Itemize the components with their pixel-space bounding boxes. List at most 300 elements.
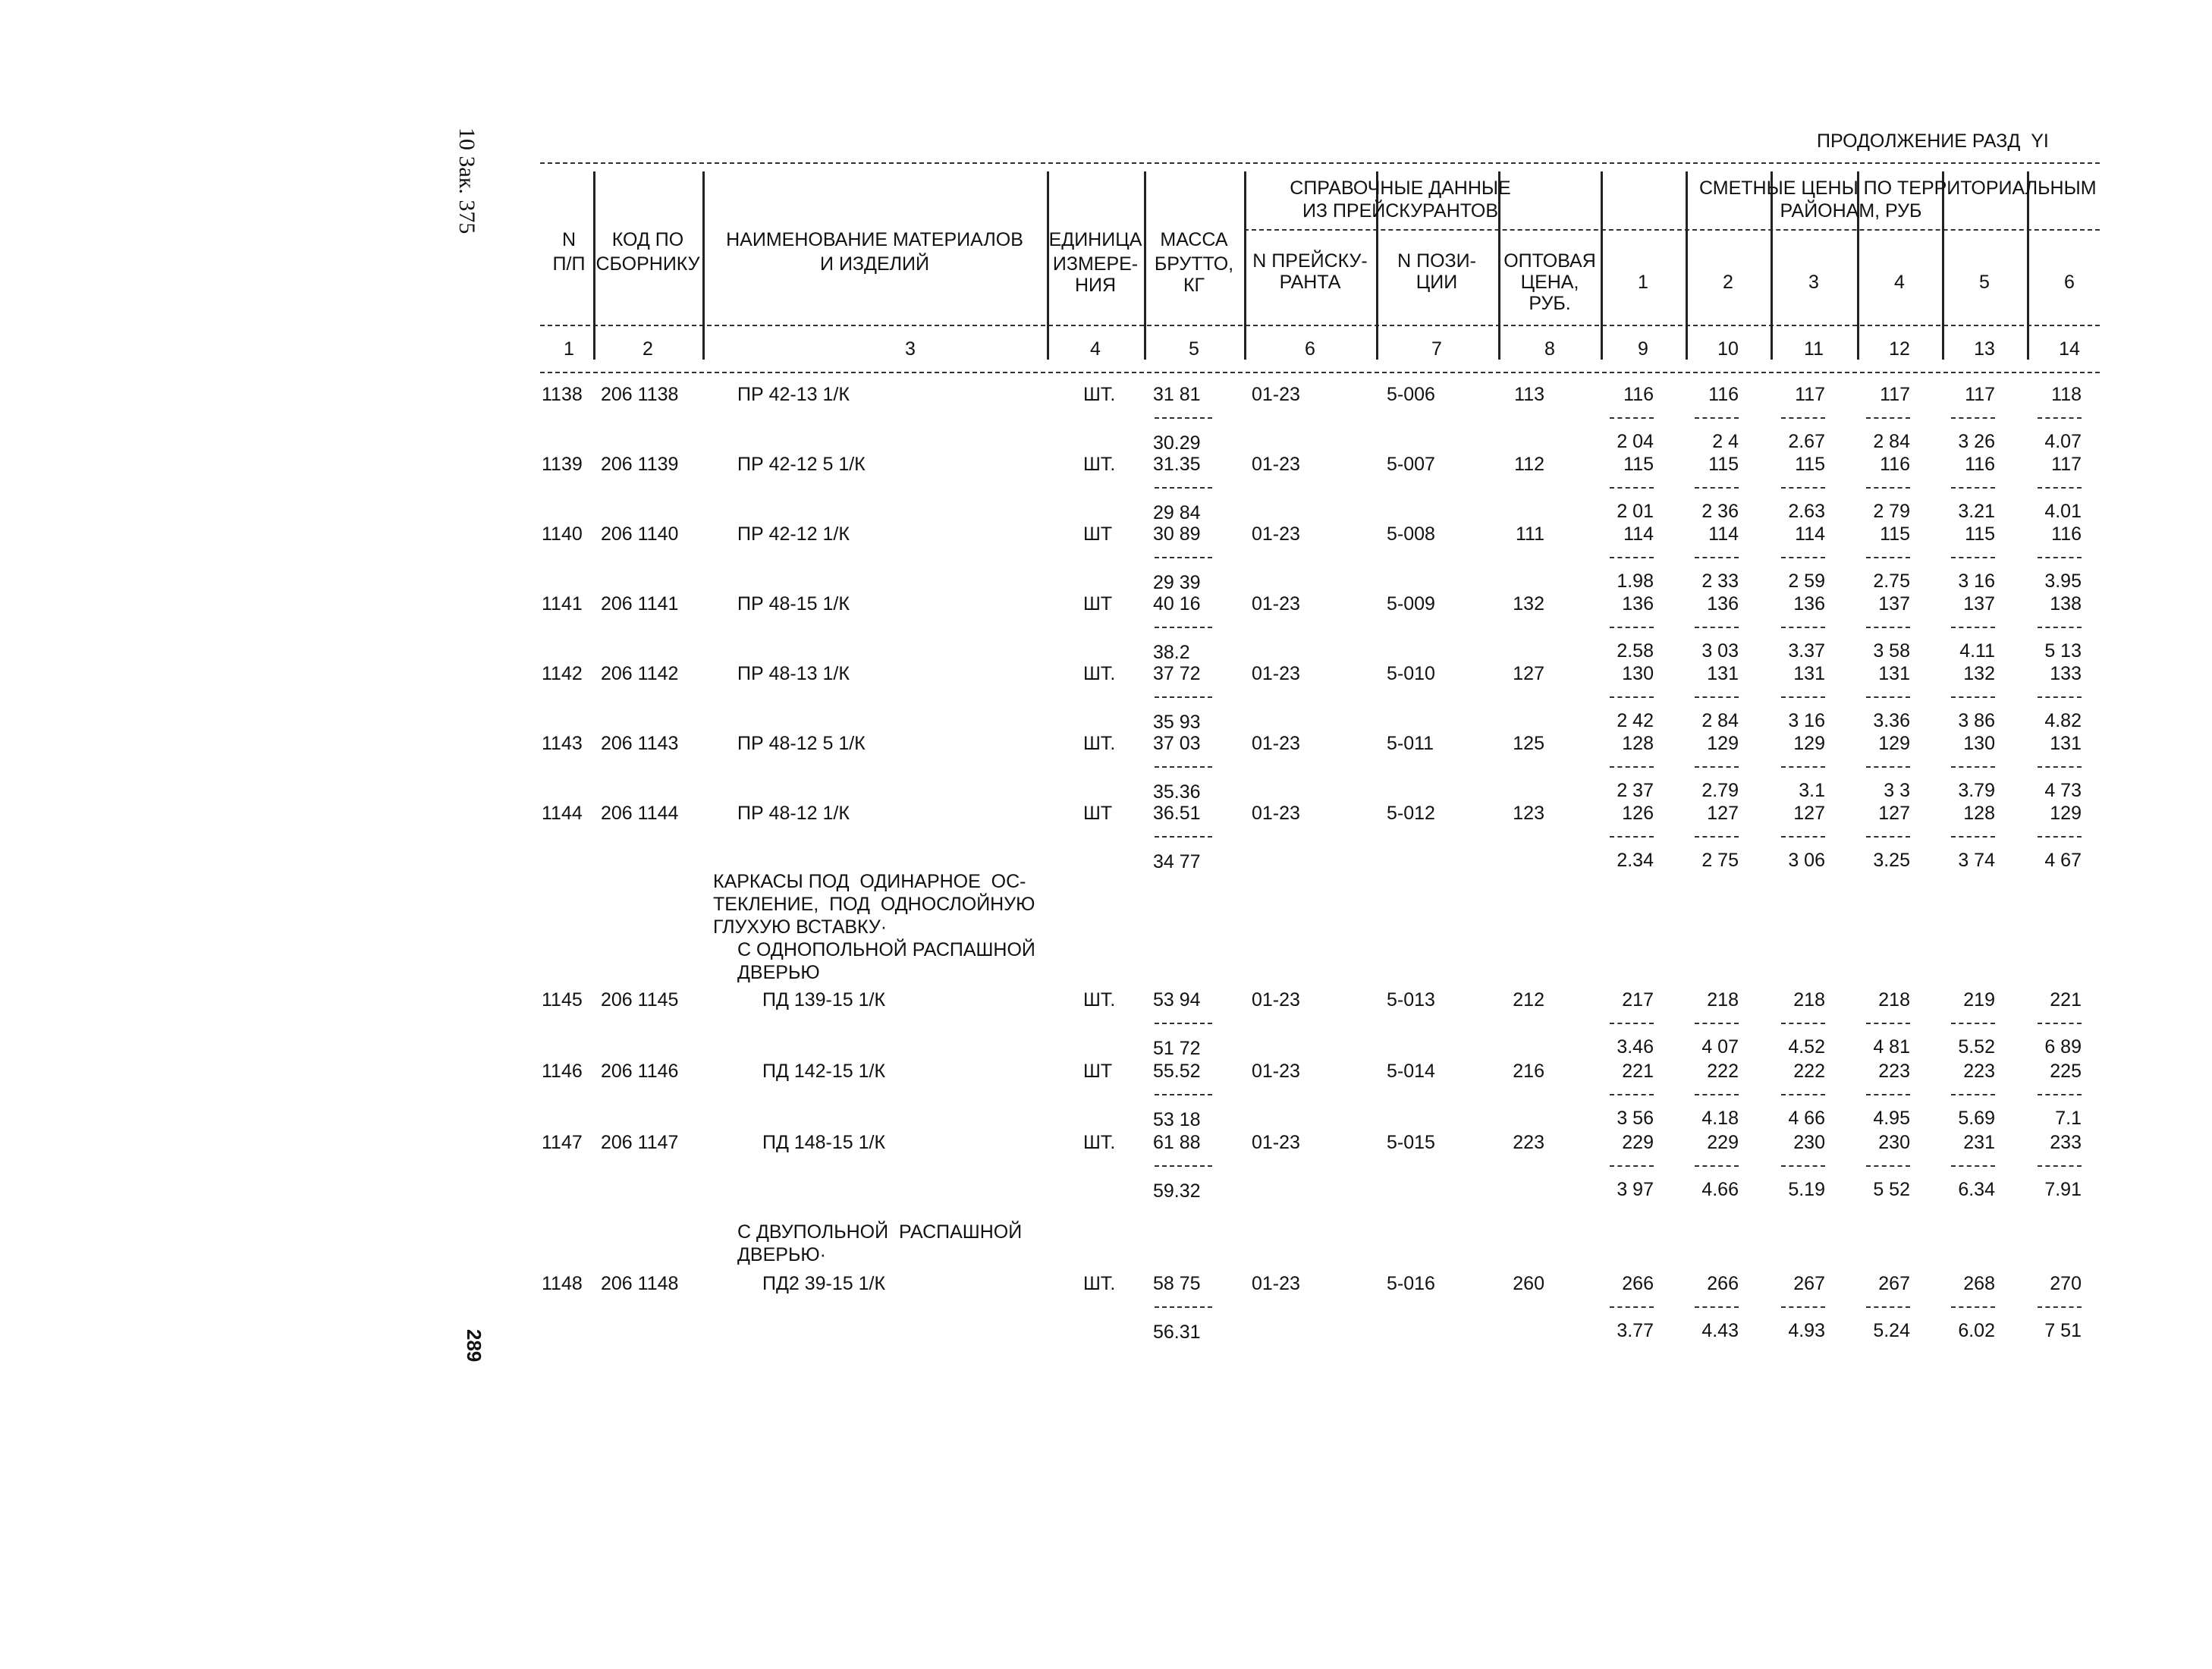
header-region-3: 3: [1808, 272, 1819, 293]
price-fraction-rule: [1695, 487, 1739, 489]
price-fraction-rule: [1610, 1306, 1654, 1308]
price-fraction-rule: [1610, 417, 1654, 419]
row-region-price-5: 130: [1963, 733, 1995, 754]
mass-fraction-rule: [1155, 836, 1212, 838]
row-region-extra-5: 3 16: [1958, 570, 1995, 592]
row-region-extra-5: 3.79: [1958, 780, 1995, 801]
colnum-bottom-rule: [540, 372, 2100, 373]
price-fraction-rule: [1866, 696, 1910, 698]
row-region-price-5: 223: [1963, 1061, 1995, 1082]
price-fraction-rule: [2038, 1165, 2082, 1167]
price-fraction-rule: [1695, 696, 1739, 698]
row-mass: 55.52: [1153, 1061, 1201, 1082]
row-region-extra-4: 5 52: [1873, 1179, 1910, 1200]
row-region-price-3: 222: [1793, 1061, 1825, 1082]
row-region-extra-5: 3 86: [1958, 710, 1995, 731]
row-region-price-1: 221: [1622, 1061, 1654, 1082]
row-region-extra-4: 3.36: [1873, 710, 1910, 731]
row-region-price-2: 115: [1708, 454, 1739, 475]
price-fraction-rule: [1866, 487, 1910, 489]
row-wholesale-price: 125: [1513, 733, 1544, 754]
row-unit: ШТ.: [1083, 733, 1116, 754]
row-code: 206 1140: [601, 523, 679, 545]
column-number: 10: [1717, 338, 1739, 360]
row-region-price-1: 266: [1622, 1273, 1654, 1294]
price-fraction-rule: [1610, 1165, 1654, 1167]
row-pricelist: 01-23: [1252, 989, 1300, 1011]
row-region-price-6: 133: [2050, 663, 2082, 684]
header-ref-group-line2: ИЗ ПРЕЙСКУРАНТОВ: [1302, 200, 1499, 222]
header-col4-line3: НИЯ: [1074, 275, 1117, 296]
price-fraction-rule: [2038, 1023, 2082, 1024]
row-item-name: ПД 142-15 1/К: [762, 1061, 886, 1082]
row-region-extra-1: 3.46: [1617, 1036, 1654, 1058]
row-region-extra-3: 2 59: [1788, 570, 1825, 592]
price-fraction-rule: [1866, 1094, 1910, 1095]
price-fraction-rule: [1610, 627, 1654, 628]
row-region-price-4: 267: [1878, 1273, 1910, 1294]
mass-fraction-rule: [1155, 627, 1212, 628]
price-fraction-rule: [1610, 557, 1654, 558]
column-number: 4: [1090, 338, 1101, 360]
row-code: 206 1142: [601, 663, 679, 684]
column-number: 14: [2059, 338, 2080, 360]
row-region-extra-3: 4 66: [1788, 1108, 1825, 1129]
price-fraction-rule: [2038, 627, 2082, 628]
header-mid-rule: [1244, 229, 2100, 231]
row-pricelist: 01-23: [1252, 523, 1300, 545]
row-region-price-4: 137: [1878, 593, 1910, 614]
row-mass: 37 03: [1153, 733, 1201, 754]
price-fraction-rule: [1695, 1165, 1739, 1167]
price-fraction-rule: [1781, 487, 1825, 489]
row-number: 1142: [542, 663, 583, 684]
price-fraction-rule: [1695, 417, 1739, 419]
row-region-price-6: 131: [2050, 733, 2082, 754]
row-region-price-6: 225: [2050, 1061, 2082, 1082]
price-fraction-rule: [1951, 1306, 1995, 1308]
row-region-extra-6: 6 89: [2044, 1036, 2082, 1058]
header-col5-line1: МАССА: [1160, 229, 1228, 250]
header-ref-group-line1: СПРАВОЧНЫЕ ДАННЫЕ: [1290, 178, 1511, 199]
column-number: 7: [1431, 338, 1442, 360]
price-fraction-rule: [2038, 557, 2082, 558]
row-item-name: ПР 42-12 1/К: [737, 523, 850, 545]
price-fraction-rule: [1781, 766, 1825, 768]
row-region-price-4: 230: [1878, 1132, 1910, 1153]
row-region-price-6: 138: [2050, 593, 2082, 614]
row-region-price-6: 117: [2051, 454, 2082, 475]
price-fraction-rule: [1781, 1094, 1825, 1095]
row-region-price-2: 127: [1707, 803, 1739, 824]
row-mass-net: 56.31: [1153, 1322, 1201, 1343]
price-fraction-rule: [1610, 766, 1654, 768]
mass-fraction-rule: [1155, 417, 1212, 419]
row-mass-net: 35.36: [1153, 781, 1201, 803]
row-region-extra-5: 3.21: [1958, 501, 1995, 522]
row-item-name: ПР 42-12 5 1/К: [737, 454, 866, 475]
price-fraction-rule: [1951, 417, 1995, 419]
row-pricelist: 01-23: [1252, 803, 1300, 824]
row-region-price-6: 116: [2051, 523, 2082, 545]
price-fraction-rule: [2038, 1306, 2082, 1308]
row-region-price-3: 131: [1793, 663, 1825, 684]
row-region-extra-4: 3 58: [1873, 640, 1910, 662]
row-region-price-4: 218: [1878, 989, 1910, 1011]
header-region-4: 4: [1894, 272, 1905, 293]
row-region-price-3: 218: [1793, 989, 1825, 1011]
row-region-extra-3: 3.37: [1788, 640, 1825, 662]
row-item-name: ПР 48-15 1/К: [737, 593, 850, 614]
row-region-price-5: 128: [1963, 803, 1995, 824]
row-mass-net: 29 84: [1153, 502, 1201, 523]
row-mass-net: 59.32: [1153, 1180, 1201, 1202]
row-region-price-3: 115: [1795, 454, 1825, 475]
row-pricelist: 01-23: [1252, 1273, 1300, 1294]
row-unit: ШТ.: [1083, 454, 1116, 475]
row-region-price-2: 116: [1708, 384, 1739, 405]
price-fraction-rule: [1951, 557, 1995, 558]
row-position: 5-006: [1387, 384, 1435, 405]
price-fraction-rule: [1781, 417, 1825, 419]
subsection-single-door-line1: С ОДНОПОЛЬНОЙ РАСПАШНОЙ: [737, 939, 1035, 960]
row-pricelist: 01-23: [1252, 663, 1300, 684]
row-code: 206 1145: [601, 989, 679, 1011]
header-region-5: 5: [1979, 272, 1990, 293]
row-region-extra-1: 2 04: [1617, 431, 1654, 452]
price-fraction-rule: [1610, 1023, 1654, 1024]
mass-fraction-rule: [1155, 557, 1212, 558]
row-item-name: ПР 48-12 5 1/К: [737, 733, 866, 754]
header-region-2: 2: [1723, 272, 1733, 293]
row-region-extra-5: 6.34: [1958, 1179, 1995, 1200]
price-fraction-rule: [1951, 1094, 1995, 1095]
price-fraction-rule: [1695, 1306, 1739, 1308]
row-region-extra-3: 4.93: [1788, 1320, 1825, 1341]
row-mass: 40 16: [1153, 593, 1201, 614]
row-number: 1139: [542, 454, 583, 475]
header-col2-line2: СБОРНИКУ: [595, 253, 700, 275]
header-col6-line2: РАНТА: [1279, 272, 1341, 293]
row-number: 1140: [542, 523, 583, 545]
row-region-price-1: 136: [1622, 593, 1654, 614]
mass-fraction-rule: [1155, 766, 1212, 768]
price-fraction-rule: [1951, 766, 1995, 768]
row-region-extra-6: 4.82: [2044, 710, 2082, 731]
row-number: 1143: [542, 733, 583, 754]
price-fraction-rule: [1695, 766, 1739, 768]
row-number: 1145: [542, 989, 583, 1011]
row-unit: ШТ.: [1083, 384, 1116, 405]
row-region-extra-3: 3 16: [1788, 710, 1825, 731]
section-title-line1: КАРКАСЫ ПОД ОДИНАРНОЕ ОС-: [713, 871, 1026, 892]
header-col8-line1: ОПТОВАЯ: [1503, 250, 1596, 272]
row-region-extra-3: 3.1: [1799, 780, 1825, 801]
header-col3-line2: И ИЗДЕЛИЙ: [820, 253, 929, 275]
price-fraction-rule: [2038, 1094, 2082, 1095]
row-region-price-4: 127: [1878, 803, 1910, 824]
row-wholesale-price: 113: [1514, 384, 1544, 405]
header-col3-line1: НАИМЕНОВАНИЕ МАТЕРИАЛОВ: [726, 229, 1023, 250]
header-col5-line2: БРУТТО,: [1154, 253, 1234, 275]
row-pricelist: 01-23: [1252, 733, 1300, 754]
row-region-price-1: 128: [1622, 733, 1654, 754]
row-pricelist: 01-23: [1252, 1132, 1300, 1153]
row-mass: 31 81: [1153, 384, 1201, 405]
row-position: 5-008: [1387, 523, 1435, 545]
row-region-extra-3: 4.52: [1788, 1036, 1825, 1058]
continuation-label: ПРОДОЛЖЕНИЕ РАЗД YI: [1817, 130, 2049, 152]
margin-stamp: [454, 127, 479, 234]
subsection-single-door-line2: ДВЕРЬЮ: [737, 962, 820, 983]
row-region-extra-5: 3 26: [1958, 431, 1995, 452]
row-region-extra-4: 3 3: [1884, 780, 1910, 801]
row-region-extra-5: 5.69: [1958, 1108, 1995, 1129]
row-region-extra-3: 3 06: [1788, 850, 1825, 871]
row-code: 206 1146: [601, 1061, 679, 1082]
row-wholesale-price: 223: [1513, 1132, 1544, 1153]
price-fraction-rule: [1951, 487, 1995, 489]
row-region-extra-2: 4 07: [1701, 1036, 1739, 1058]
row-region-extra-4: 2.75: [1873, 570, 1910, 592]
mass-fraction-rule: [1155, 1094, 1212, 1095]
row-region-price-2: 114: [1708, 523, 1739, 545]
row-mass-net: 30.29: [1153, 432, 1201, 454]
price-fraction-rule: [1781, 696, 1825, 698]
row-region-price-3: 230: [1793, 1132, 1825, 1153]
row-region-price-6: 233: [2050, 1132, 2082, 1153]
row-region-extra-3: 5.19: [1788, 1179, 1825, 1200]
row-region-extra-1: 1.98: [1617, 570, 1654, 592]
header-top-rule: [540, 162, 2100, 164]
row-region-price-2: 129: [1707, 733, 1739, 754]
price-fraction-rule: [1951, 1023, 1995, 1024]
row-region-price-5: 231: [1963, 1132, 1995, 1153]
row-region-price-1: 130: [1622, 663, 1654, 684]
row-code: 206 1139: [601, 454, 679, 475]
row-region-price-3: 267: [1793, 1273, 1825, 1294]
row-code: 206 1144: [601, 803, 679, 824]
price-fraction-rule: [1781, 1023, 1825, 1024]
header-col7-line1: N ПОЗИ-: [1397, 250, 1476, 272]
row-region-price-3: 127: [1793, 803, 1825, 824]
row-mass-net: 35 93: [1153, 712, 1201, 733]
row-position: 5-012: [1387, 803, 1435, 824]
row-mass: 31.35: [1153, 454, 1201, 475]
row-region-extra-4: 3.25: [1873, 850, 1910, 871]
price-fraction-rule: [1951, 1165, 1995, 1167]
header-col1-line1: N: [561, 229, 577, 250]
row-wholesale-price: 132: [1513, 593, 1544, 614]
row-region-extra-6: 4 73: [2044, 780, 2082, 801]
header-col1-line2: П/П: [552, 253, 586, 275]
row-region-price-3: 114: [1795, 523, 1825, 545]
row-region-price-1: 115: [1623, 454, 1654, 475]
row-mass-net: 38.2: [1153, 642, 1190, 663]
row-region-price-3: 136: [1793, 593, 1825, 614]
row-region-price-3: 117: [1795, 384, 1825, 405]
row-region-extra-4: 5.24: [1873, 1320, 1910, 1341]
row-pricelist: 01-23: [1252, 384, 1300, 405]
row-region-price-5: 116: [1965, 454, 1995, 475]
subsection-double-door-line1: С ДВУПОЛЬНОЙ РАСПАШНОЙ: [737, 1221, 1023, 1243]
price-fraction-rule: [1695, 557, 1739, 558]
row-wholesale-price: 112: [1514, 454, 1544, 475]
price-fraction-rule: [2038, 766, 2082, 768]
row-region-extra-2: 4.18: [1701, 1108, 1739, 1129]
row-region-extra-6: 7.91: [2044, 1179, 2082, 1200]
row-number: 1148: [542, 1273, 583, 1294]
row-region-price-1: 116: [1623, 384, 1654, 405]
row-code: 206 1138: [601, 384, 679, 405]
row-mass: 37 72: [1153, 663, 1201, 684]
price-fraction-rule: [1781, 836, 1825, 838]
row-item-name: ПР 48-12 1/К: [737, 803, 850, 824]
row-region-price-1: 229: [1622, 1132, 1654, 1153]
row-region-extra-1: 3 97: [1617, 1179, 1654, 1200]
row-mass: 36.51: [1153, 803, 1201, 824]
column-number: 8: [1544, 338, 1555, 360]
row-wholesale-price: 216: [1513, 1061, 1544, 1082]
column-number: 13: [1974, 338, 1995, 360]
row-mass-net: 34 77: [1153, 851, 1201, 872]
row-mass-net: 53 18: [1153, 1109, 1201, 1130]
row-position: 5-007: [1387, 454, 1435, 475]
price-fraction-rule: [2038, 696, 2082, 698]
price-fraction-rule: [1866, 627, 1910, 628]
price-fraction-rule: [1781, 1165, 1825, 1167]
row-number: 1138: [542, 384, 583, 405]
row-position: 5-009: [1387, 593, 1435, 614]
row-item-name: ПД 139-15 1/К: [762, 989, 886, 1011]
header-col6-line1: N ПРЕЙСКУ-: [1252, 250, 1368, 272]
price-fraction-rule: [1781, 627, 1825, 628]
row-region-extra-1: 3.77: [1617, 1320, 1654, 1341]
row-unit: ШТ.: [1083, 1132, 1116, 1153]
row-region-extra-5: 6.02: [1958, 1320, 1995, 1341]
row-mass-net: 51 72: [1153, 1038, 1201, 1059]
row-region-price-2: 222: [1707, 1061, 1739, 1082]
column-number: 5: [1189, 338, 1199, 360]
row-region-price-6: 221: [2050, 989, 2082, 1011]
row-region-price-5: 115: [1965, 523, 1995, 545]
row-code: 206 1147: [601, 1132, 679, 1153]
row-region-extra-4: 4 81: [1873, 1036, 1910, 1058]
row-item-name: ПД 148-15 1/К: [762, 1132, 886, 1153]
row-region-extra-2: 2 84: [1701, 710, 1739, 731]
row-region-price-1: 126: [1622, 803, 1654, 824]
row-region-extra-6: 7.1: [2055, 1108, 2082, 1129]
row-region-extra-1: 3 56: [1617, 1108, 1654, 1129]
row-region-extra-5: 4.11: [1959, 640, 1995, 662]
row-region-price-4: 223: [1878, 1061, 1910, 1082]
price-fraction-rule: [2038, 836, 2082, 838]
price-fraction-rule: [1695, 1023, 1739, 1024]
row-mass: 61 88: [1153, 1132, 1201, 1153]
row-position: 5-014: [1387, 1061, 1435, 1082]
header-col7-line2: ЦИИ: [1415, 272, 1458, 293]
row-wholesale-price: 260: [1513, 1273, 1544, 1294]
subsection-double-door-line2: ДВЕРЬЮ·: [737, 1244, 826, 1265]
row-region-price-5: 117: [1965, 384, 1995, 405]
price-fraction-rule: [1866, 1165, 1910, 1167]
section-title-line2: ТЕКЛЕНИЕ, ПОД ОДНОСЛОЙНУЮ: [713, 894, 1035, 915]
page-number: [462, 1329, 485, 1362]
row-region-price-2: 266: [1707, 1273, 1739, 1294]
row-region-price-5: 132: [1963, 663, 1995, 684]
column-number: 6: [1305, 338, 1315, 360]
header-col-separator: [1942, 171, 1944, 360]
row-mass: 58 75: [1153, 1273, 1201, 1294]
column-number: 1: [564, 338, 574, 360]
row-unit: ШТ: [1083, 1061, 1113, 1082]
column-number: 11: [1804, 338, 1824, 360]
row-region-extra-6: 3.95: [2044, 570, 2082, 592]
header-col5-line3: КГ: [1183, 275, 1205, 296]
row-number: 1146: [542, 1061, 583, 1082]
row-region-extra-2: 4.66: [1701, 1179, 1739, 1200]
header-col2-line1: КОД ПО: [611, 229, 684, 250]
price-fraction-rule: [1695, 836, 1739, 838]
row-region-extra-4: 2 79: [1873, 501, 1910, 522]
row-region-price-2: 136: [1707, 593, 1739, 614]
row-region-extra-2: 3 03: [1701, 640, 1739, 662]
row-region-price-2: 131: [1707, 663, 1739, 684]
price-fraction-rule: [2038, 417, 2082, 419]
header-price-group-line2: РАЙОНАМ, РУБ: [1780, 200, 1922, 222]
row-region-extra-2: 2 4: [1712, 431, 1739, 452]
row-region-extra-6: 5 13: [2044, 640, 2082, 662]
row-region-price-1: 114: [1623, 523, 1654, 545]
mass-fraction-rule: [1155, 696, 1212, 698]
column-number: 12: [1889, 338, 1910, 360]
row-pricelist: 01-23: [1252, 454, 1300, 475]
row-region-extra-4: 4.95: [1873, 1108, 1910, 1129]
price-fraction-rule: [1610, 1094, 1654, 1095]
row-unit: ШТ: [1083, 523, 1113, 545]
row-number: 1141: [542, 593, 583, 614]
row-region-extra-2: 2 33: [1701, 570, 1739, 592]
row-region-extra-6: 4.07: [2044, 431, 2082, 452]
row-code: 206 1143: [601, 733, 679, 754]
row-region-extra-5: 3 74: [1958, 850, 1995, 871]
row-wholesale-price: 123: [1513, 803, 1544, 824]
row-region-price-5: 268: [1963, 1273, 1995, 1294]
mass-fraction-rule: [1155, 1165, 1212, 1167]
price-fraction-rule: [1866, 766, 1910, 768]
row-region-price-2: 229: [1707, 1132, 1739, 1153]
row-region-price-5: 219: [1963, 989, 1995, 1011]
row-mass: 30 89: [1153, 523, 1201, 545]
mass-fraction-rule: [1155, 1306, 1212, 1308]
page-number-text: 289: [463, 1329, 485, 1363]
row-unit: ШТ.: [1083, 663, 1116, 684]
row-wholesale-price: 127: [1513, 663, 1544, 684]
row-unit: ШТ: [1083, 593, 1113, 614]
row-region-extra-1: 2 37: [1617, 780, 1654, 801]
row-region-price-3: 129: [1793, 733, 1825, 754]
margin-stamp-text: 10 Зак. 375: [454, 127, 479, 234]
row-number: 1144: [542, 803, 583, 824]
row-region-price-4: 129: [1878, 733, 1910, 754]
price-fraction-rule: [1695, 1094, 1739, 1095]
price-fraction-rule: [1695, 627, 1739, 628]
row-region-extra-1: 2 42: [1617, 710, 1654, 731]
price-fraction-rule: [1781, 1306, 1825, 1308]
price-fraction-rule: [1951, 836, 1995, 838]
row-region-price-6: 129: [2050, 803, 2082, 824]
row-region-price-4: 115: [1880, 523, 1910, 545]
